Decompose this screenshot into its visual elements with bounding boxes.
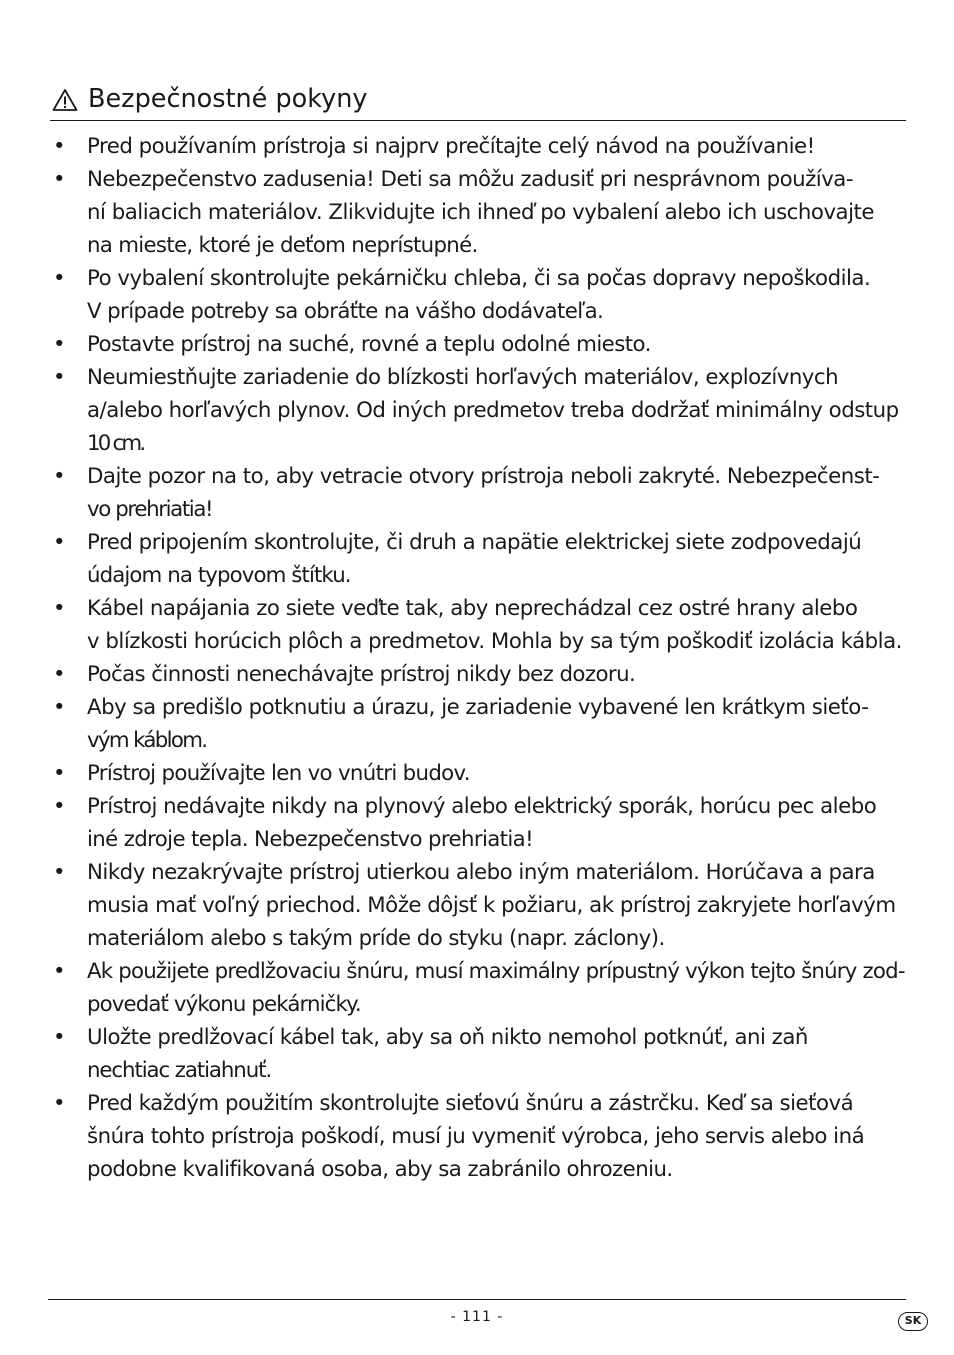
list-item-text: Dajte pozor na to, aby vetracie otvory prístroja neboli zakryté. Nebezpečenst- (87, 464, 880, 489)
list-item-text: musia mať voľný priechod. Môže dôjsť k požiaru, ak prístroj zakryjete horľavým (87, 893, 896, 918)
list-item-text: Počas činnosti nenechávajte prístroj nikdy bez dozoru. (87, 662, 636, 687)
bullet-marker: • (53, 794, 66, 819)
list-item (50, 658, 920, 691)
bullet-marker: • (53, 464, 66, 489)
list-item-text: Nebezpečenstvo zadusenia! Deti sa môžu zadusiť pri nesprávnom používa- (87, 167, 853, 192)
warning-triangle-icon (52, 88, 78, 112)
list-item-text: na mieste, ktoré je deťom neprístupné. (87, 233, 478, 258)
bullet-marker: • (53, 134, 66, 159)
list-item-text: 10 cm. (87, 431, 144, 456)
list-item-text: Pred pripojením skontrolujte, či druh a napätie elektrickej siete zodpovedajú (87, 530, 862, 555)
bullet-marker: • (53, 332, 66, 357)
list-item-text: v blízkosti horúcich plôch a predmetov. Mohla by sa tým poškodiť izolácia kábla. (87, 629, 902, 654)
bullet-marker: • (53, 1025, 66, 1050)
list-item-text: Ak použijete predlžovaciu šnúru, musí maximálny prípustný výkon tejto šnúry zod- (87, 959, 905, 984)
list-item-text: Uložte predlžovací kábel tak, aby sa oň nikto nemohol potknúť, ani zaň (87, 1025, 808, 1050)
list-item-text: podobne kvalifikovaná osoba, aby sa zabránilo ohrozeniu. (87, 1157, 673, 1182)
list-item (50, 856, 920, 955)
bullet-marker: • (53, 365, 66, 390)
bullet-marker: • (53, 167, 66, 192)
list-item-text: šnúra tohto prístroja poškodí, musí ju vymeniť výrobca, jeho servis alebo iná (87, 1124, 865, 1149)
list-item (50, 1021, 920, 1087)
section-heading (50, 80, 906, 121)
bullet-marker: • (53, 860, 66, 885)
list-item (50, 1087, 920, 1186)
list-item-text: a/alebo horľavých plynov. Od iných predmetov treba dodržať minimálny odstup (87, 398, 899, 423)
list-item-text: Nikdy nezakrývajte prístroj utierkou alebo iným materiálom. Horúčava a para (87, 860, 875, 885)
list-item (50, 262, 920, 328)
list-item (50, 526, 920, 592)
list-item (50, 163, 920, 262)
language-badge: SK (898, 1312, 928, 1331)
list-item (50, 955, 920, 1021)
page-title: Bezpečnostné pokyny (88, 84, 368, 115)
list-item-text: Neumiestňujte zariadenie do blízkosti horľavých materiálov, explozívnych (87, 365, 839, 390)
list-item (50, 757, 920, 790)
list-item-text: iné zdroje tepla. Nebezpečenstvo prehriatia! (87, 827, 533, 852)
footer-divider (48, 1299, 906, 1300)
bullet-marker: • (53, 662, 66, 687)
list-item-text: Pred každým použitím skontrolujte sieťovú šnúru a zástrčku. Keď sa sieťová (87, 1091, 854, 1116)
list-item-text: povedať výkonu pekárničky. (87, 992, 361, 1017)
list-item (50, 691, 920, 757)
list-item-text: Aby sa predišlo potknutiu a úrazu, je zariadenie vybavené len krátkym sieťo- (87, 695, 869, 720)
list-item (50, 460, 920, 526)
list-item (50, 592, 920, 658)
list-item-text: Kábel napájania zo siete veďte tak, aby neprechádzal cez ostré hrany alebo (87, 596, 858, 621)
bullet-marker: • (53, 761, 66, 786)
bullet-marker: • (53, 266, 66, 291)
list-item (50, 130, 920, 163)
list-item-text: Postavte prístroj na suché, rovné a teplu odolné miesto. (87, 332, 651, 357)
bullet-marker: • (53, 959, 66, 984)
list-item-text: údajom na typovom štítku. (87, 563, 351, 588)
list-item-text: ní baliacich materiálov. Zlikvidujte ich ihneď po vybalení alebo ich uschovajte (87, 200, 875, 225)
list-item-text: vým káblom. (87, 728, 207, 753)
page-number: - 111 - (450, 1309, 504, 1325)
bullet-marker: • (53, 530, 66, 555)
list-item-text: Prístroj používajte len vo vnútri budov. (87, 761, 470, 786)
list-item-text: Prístroj nedávajte nikdy na plynový alebo elektrický sporák, horúcu pec alebo (87, 794, 877, 819)
bullet-marker: • (53, 695, 66, 720)
list-item (50, 328, 920, 361)
list-item-text: V prípade potreby sa obráťte na vášho dodávateľa. (87, 299, 604, 324)
list-item (50, 361, 920, 460)
list-item-text: Po vybalení skontrolujte pekárničku chleba, či sa počas dopravy nepoškodila. (87, 266, 871, 291)
list-item-text: Pred používaním prístroja si najprv prečítajte celý návod na používanie! (87, 134, 815, 159)
list-item-text: materiálom alebo s takým príde do styku (napr. záclony). (87, 926, 665, 951)
list-item-text: nechtiac zatiahnuť. (87, 1058, 272, 1083)
bullet-marker: • (53, 1091, 66, 1116)
bullet-marker: • (53, 596, 66, 621)
list-item (50, 790, 920, 856)
list-item-text: vo prehriatia! (87, 497, 213, 522)
safety-instructions-list (50, 130, 920, 1186)
